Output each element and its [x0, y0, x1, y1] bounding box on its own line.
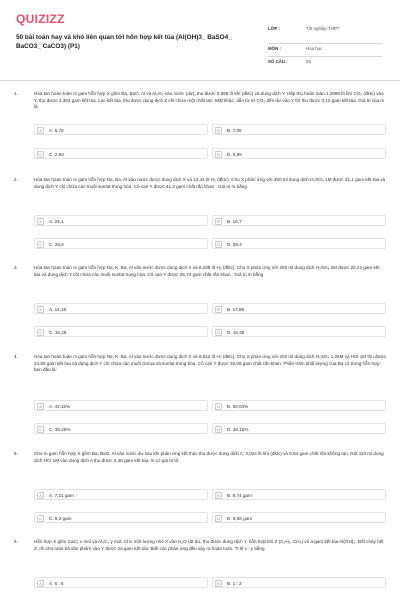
option-letter: B: [215, 492, 222, 499]
option-value: D. 26,4: [227, 241, 242, 247]
option-b[interactable]: [212, 215, 386, 226]
option-b[interactable]: [212, 577, 386, 588]
option-d[interactable]: [212, 423, 386, 434]
question-text: Cho m gam hỗn hợp X gồm Ba, BaO, Al vào nước dư sau khi phản ứng kết thúc thu được dung dịch A, 3,024 lít khí (đktc) và 0,54 gam chất rắn không tan. Rót 110 ml dung dịch HCl 1M vào dung dịch A thu được 5,46 gam kết tủa. m có giá trị là:: [34, 451, 384, 463]
question-text: Hòa tan hoàn toàn m gam hỗn hợp X gồm Ba, BaO, Al và Al₂O₃ vào nước (dư), thu được 0,896 lít khí (đktc) và dung dịch Y. Hấp thụ hoàn toàn 1,2096 lít khí CO₂ (đktc) vào Y, thu được 4,302 gam kết tủa. Lọc kết tủa, thu được dung dịch Z chỉ chứa một chất tan. Mặt khác, dẫn từ từ CO₂ đến dư vào Y thì thu được 3,12 gam kết tủa. Giá trị của m là: [34, 91, 385, 110]
option-letter: B: [215, 127, 222, 134]
option-c[interactable]: [34, 326, 208, 337]
option-a[interactable]: [34, 577, 208, 588]
option-letter: B: [215, 306, 222, 313]
mon-value: Hóa học: [306, 46, 323, 51]
option-letter: B: [215, 403, 222, 410]
option-a[interactable]: [34, 124, 208, 135]
option-a[interactable]: [34, 215, 208, 226]
question-text: Hỗn hợp X gồm CaC₂ x mol và Al₄C₃ y mol. Cho một lượng nhỏ X vào H₂O rất dư, thu được dung dịch Y, hỗn hợp khí Z (C₂H₂, CH₄) và a gam kết tủa Al(OH)₃. Đốt cháy hết Z, rồi cho toàn bộ sản phẩm vào Y được 2a gam kết tủa. Biết các phản ứng đều xảy ra hoàn toàn. Tỉ lệ x : y bằng: [34, 539, 384, 551]
option-value: B. 8,74 gam: [227, 492, 252, 498]
option-c[interactable]: [34, 238, 208, 249]
option-d[interactable]: [212, 512, 386, 523]
question-number: 3.: [14, 265, 18, 270]
question-number: 5.: [14, 451, 18, 456]
option-c[interactable]: [34, 423, 208, 434]
mon-label: MÔN :: [268, 46, 281, 51]
option-value: C. 15,26: [49, 329, 67, 335]
option-letter: C: [37, 426, 44, 433]
option-c[interactable]: [34, 512, 208, 523]
option-value: D. 8,58 gam: [227, 515, 253, 521]
option-letter: C: [37, 329, 44, 336]
meta-row-socau: [268, 57, 382, 69]
option-value: A. 6,79: [49, 127, 64, 133]
option-d[interactable]: [212, 148, 386, 159]
option-value: B. 1 : 2: [227, 580, 242, 586]
option-value: A. 14,18: [49, 306, 67, 312]
option-value: C. 8,2 gam: [49, 515, 72, 521]
option-b[interactable]: [212, 303, 386, 314]
option-letter: C: [37, 241, 44, 248]
option-value: B. 60,04%: [227, 403, 249, 409]
option-value: C. 35,25%: [49, 426, 71, 432]
option-b[interactable]: [212, 489, 386, 500]
option-letter: B: [215, 218, 222, 225]
option-value: A. 5 : 6: [49, 580, 64, 586]
option-d[interactable]: [212, 238, 386, 249]
option-value: C. 2,93: [49, 151, 64, 157]
option-letter: C: [37, 515, 44, 522]
option-value: B. 18,7: [227, 218, 242, 224]
lop-label: LỚP :: [268, 26, 280, 31]
worksheet-header: [16, 12, 384, 72]
question-number: 6.: [14, 539, 18, 544]
option-value: D. 5,99: [227, 151, 242, 157]
question-number: 4.: [14, 354, 18, 359]
option-letter: D: [215, 515, 222, 522]
socau-value: 25: [306, 59, 311, 64]
quizizz-logo: QUIZIZZ: [16, 12, 65, 26]
option-letter: D: [215, 426, 222, 433]
option-letter: D: [215, 329, 222, 336]
question-number: 2.: [14, 177, 18, 182]
option-letter: C: [37, 151, 44, 158]
question-text: Hòa tan hoàn toàn m gam hỗn hợp Na, K, Ba, Al vào nước được dung dịch X và 8,512 lít H₂ (đktc). Cho X phản ứng với 200 ml dung dịch H₂SO₄ 1,25M và HCl 1M thu được 24,86 gam kết tủa và dung dịch Y chỉ chứa các muối clorua và sunfat trung hòa. Cô cạn Y được 30,08 gam chất rắn khan. Phần trăm khối lượng của Ba có trong hỗn hợp ban đầu là:: [34, 354, 386, 373]
option-value: B. 17,88: [227, 306, 245, 312]
header-divider: [0, 80, 400, 81]
lop-value: Tốt nghiệp THPT: [306, 26, 340, 31]
option-letter: A: [37, 580, 44, 587]
option-b[interactable]: [212, 124, 386, 135]
option-value: A. 44,16%: [49, 403, 71, 409]
question-text: Hòa tan hoàn toàn m gam hỗn hợp Na, Ba, Al vào nước được dung dịch X và 13,44 lít H₂ (đktc). Cho X phản ứng với 450 ml dung dịch H₂SO₄ 1M được 31,1 gam kết tủa và dung dịch Y chỉ chứa các muối sunfat trung hòa. Cô cạn Y được 41,3 gam chất rắn khan . Giá trị m bằng: [34, 177, 386, 189]
option-letter: D: [215, 241, 222, 248]
option-letter: A: [37, 492, 44, 499]
option-value: D. 48,15%: [227, 426, 249, 432]
option-letter: B: [215, 580, 222, 587]
option-value: D. 16,48: [227, 329, 245, 335]
meta-row-lop: [268, 24, 382, 44]
option-value: C. 25,6: [49, 241, 64, 247]
meta-row-mon: [268, 44, 382, 57]
option-letter: A: [37, 403, 44, 410]
option-value: A. 7,21 gam: [49, 492, 74, 498]
option-letter: A: [37, 127, 44, 134]
option-letter: A: [37, 218, 44, 225]
question-number: 1.: [14, 91, 18, 96]
option-value: A. 24,1: [49, 218, 64, 224]
option-c[interactable]: [34, 148, 208, 159]
question-text: Hòa tan hoàn toàn m gam hỗn hợp Na, K, Ba, Al vào nước được dung dịch X và 8,288 lít H₂ (đktc). Cho X phản ứng với 250 ml dung dịch H₂SO₄ 1M được 20,22 gam kết tủa và dung dịch Y chỉ chứa các muối sunfat trung hòa. Cô cạn Y được 25,74 gam chất rắn khan . Giá trị m bằng: [34, 265, 380, 277]
worksheet-title: 50 bài toán hay và khó liên quan tới hôn hợp kết tủa (Al(OH)3_ BaSO4_ BaCO3_ CaCO3) (P1): [16, 34, 232, 50]
option-letter: A: [37, 306, 44, 313]
option-a[interactable]: [34, 489, 208, 500]
option-letter: D: [215, 151, 222, 158]
option-d[interactable]: [212, 326, 386, 337]
option-b[interactable]: [212, 400, 386, 411]
option-value: B. 7,09: [227, 127, 242, 133]
worksheet-meta: [268, 24, 382, 69]
option-a[interactable]: [34, 400, 208, 411]
socau-label: SỐ CÂU :: [268, 59, 288, 64]
option-a[interactable]: [34, 303, 208, 314]
